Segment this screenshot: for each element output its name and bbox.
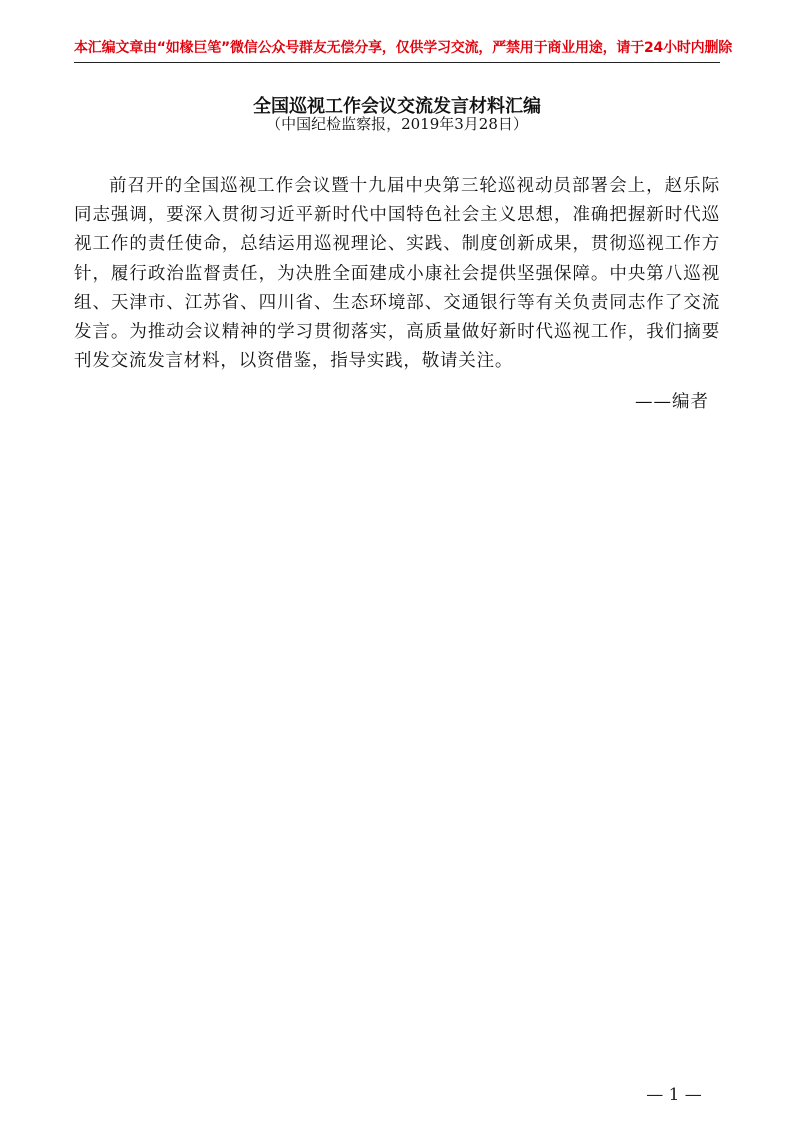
copyright-notice: 本汇编文章由“如椽巨笔”微信公众号群友无偿分享，仅供学习交流，严禁用于商业用途，请于24小时内删除 xyxy=(74,40,733,56)
header-divider xyxy=(74,62,720,63)
preface-paragraph: 前召开的全国巡视工作会议暨十九届中央第三轮巡视动员部署会上，赵乐际同志强调，要深入贯彻习近平新时代中国特色社会主义思想，准确把握新时代巡视工作的责任使命，总结运用巡视理论、实践、制度创新成果，贯彻巡视工作方针，履行政治监督责任，为决胜全面建成小康社会提供坚强保障。中央第八巡视组、天津市、江苏省、四川省、生态环境部、交通银行等有关负责同志作了交流发言。为推动会议精神的学习贯彻落实，高质量做好新时代巡视工作，我们摘要刊发交流发言材料，以资借鉴，指导实践，敬请关注。 xyxy=(74,176,720,372)
editor-signature: ——编者 xyxy=(635,392,709,412)
document-title: 全国巡视工作会议交流发言材料汇编 xyxy=(253,96,541,118)
document-source: （中国纪检监察报，2019年3月28日） xyxy=(266,115,528,133)
page-number: — 1 — xyxy=(646,1085,702,1105)
